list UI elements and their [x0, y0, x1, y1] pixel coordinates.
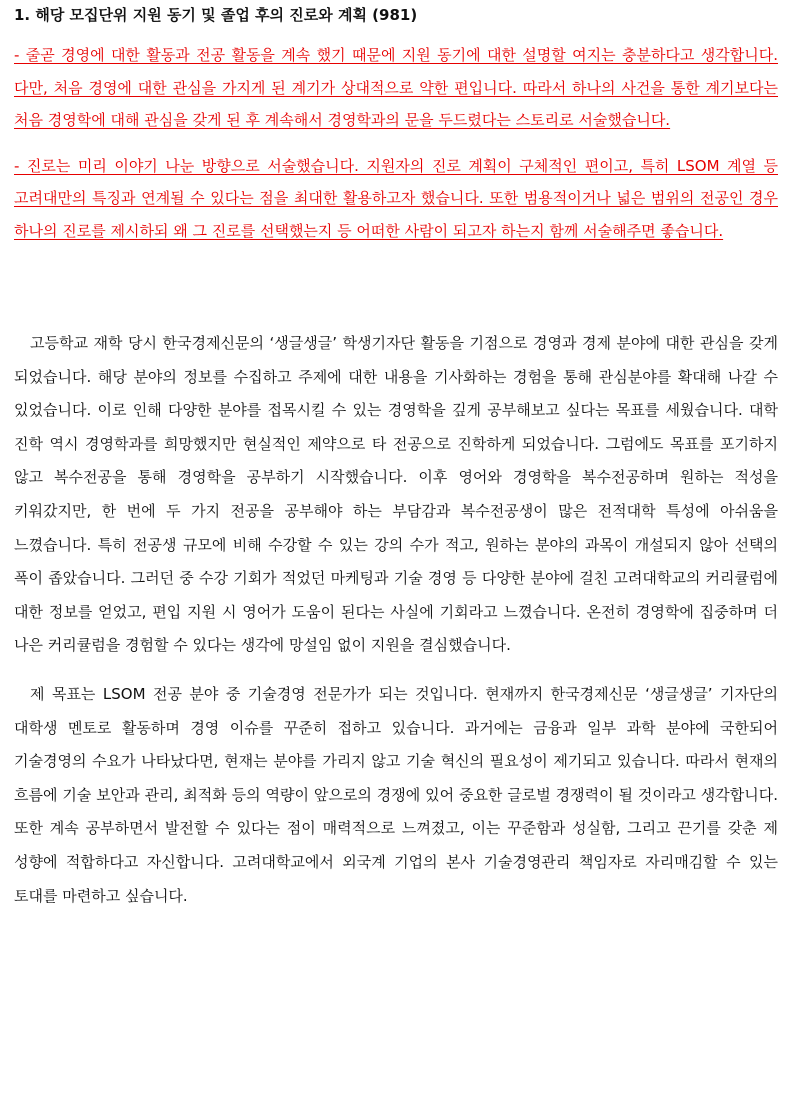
essay-paragraph-career-plan: 제 목표는 LSOM 전공 분야 중 기술경영 전문가가 되는 것입니다. 현재까지 한국경제신문 ‘생글생글’ 기자단의 대학생 멘토로 활동하며 경영 이슈를 꾸준히 접하고 있습니다. 과거에는 금융과 일부 과학 분야에 국한되어 기술경영의 수요가 나타났다면, 현재는 분야를 가리지 않고 기술 혁신의 필요성이 제기되고 있습니다. 따라서 현재의 흐름에 기술 보안과 관리, 최적화 등의 역량이 앞으로의 경쟁에 있어 중요한 글로벌 경쟁력이 될 것이라고 생각합니다. 또한 계속 공부하면서 발전할 수 있다는 점이 매력적으로 느껴졌고, 이는 꾸준함과 성실함, 그리고 끈기를 갖춘 제 성향에 적합하다고 자신합니다. 고려대학교에서 외국계 기업의 본사 기술경영관리 책임자로 자리매김할 수 있는 토대를 마련하고 싶습니다.	[14, 684, 778, 905]
feedback-note-motivation: - 줄곧 경영에 대한 활동과 전공 활동을 계속 했기 때문에 지원 동기에 대한 설명할 여지는 충분하다고 생각합니다. 다만, 처음 경영에 대한 관심을 가지게 된 계기가 상대적으로 약한 편입니다. 따라서 하나의 사건을 통한 계기보다는 처음 경영학에 대해 관심을 갖게 된 후 계속해서 경영학과의 문을 두드렸다는 스토리로 서술했습니다.	[14, 46, 778, 129]
document-page	[14, 0, 778, 913]
question-heading: 1. 해당 모집단위 지원 동기 및 졸업 후의 진로와 계획 (981)	[14, 6, 418, 24]
essay-paragraph-motivation: 고등학교 재학 당시 한국경제신문의 ‘생글생글’ 학생기자단 활동을 기점으로 경영과 경제 분야에 대한 관심을 갖게 되었습니다. 해당 분야의 정보를 수집하고 주제에 대한 내용을 기사화하는 경험을 통해 관심분야를 확대해 나갈 수 있었습니다. 이로 인해 다양한 분야를 접목시킬 수 있는 경영학을 깊게 공부해보고 싶다는 목표를 세웠습니다. 대학 진학 역시 경영학과를 희망했지만 현실적인 제약으로 타 전공으로 진학하게 되었습니다. 그럼에도 목표를 포기하지 않고 복수전공을 통해 경영학을 공부하기 시작했습니다. 이후 영어와 경영학을 복수전공하며 원하는 적성을 키워갔지만, 한 번에 두 가지 전공을 공부해야 하는 부담감과 복수전공생이 많은 전적대학 특성에 아쉬움을 느꼈습니다. 특히 전공생 규모에 비해 수강할 수 있는 강의 수가 적고, 원하는 분야의 과목이 개설되지 않아 선택의 폭이 좁았습니다. 그러던 중 수강 기회가 적었던 마케팅과 기술 경영 등 다양한 분야에 걸친 고려대학교의 커리큘럼에 대한 정보를 얻었고, 편입 지원 시 영어가 도움이 된다는 사실에 기회라고 느꼈습니다. 온전히 경영학에 집중하며 더 나은 커리큘럼을 경험할 수 있다는 생각에 망설임 없이 지원을 결심했습니다.	[14, 334, 778, 655]
feedback-note-career: - 진로는 미리 이야기 나눈 방향으로 서술했습니다. 지원자의 진로 계획이 구체적인 편이고, 특히 LSOM 계열 등 고려대만의 특징과 연계될 수 있다는 점을 최대한 활용하고자 했습니다. 또한 범용적이거나 넓은 범위의 전공인 경우 하나의 진로를 제시하되 왜 그 진로를 선택했는지 등 어떠한 사람이 되고자 하는지 함께 서술해주면 좋습니다.	[14, 156, 778, 240]
